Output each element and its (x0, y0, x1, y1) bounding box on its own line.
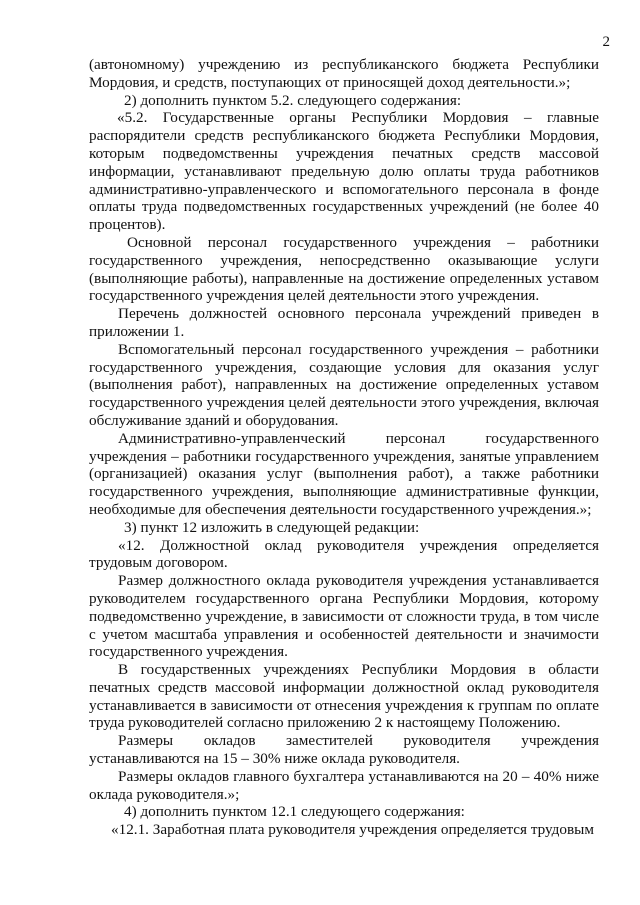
paragraph: 2) дополнить пунктом 5.2. следующего содержания: (124, 91, 462, 109)
paragraph: Перечень должностей основного персонала учреждений приведен в приложении 1. (89, 305, 599, 340)
paragraph: 3) пункт 12 изложить в следующей редакции: (124, 518, 420, 536)
paragraph: Размеры окладов главного бухгалтера устанавливаются на 20 – 40% ниже оклада руководителя.»; (89, 767, 599, 803)
paragraph: «5.2. Государственные органы Республики Мордовия – главные распорядители средств республиканского бюджета Республики Мордовия, которым подведомственны учреждения печатных средств массовой информации, устанавливают предельную долю оплаты труда работников административно-управленческого и вспомогательного персонала в фонде оплаты труда подведомственных государственных учреждений (не более 40 процентов). (89, 109, 599, 234)
paragraph: Вспомогательный персонал государственного учреждения – работники государственного учреждения, создающие условия для оказания услуг (выполнения работ), направленных на достижение определенных уставом государственного учреждения целей деятельности этого учреждения, включая обслуживание зданий и оборудования. (89, 340, 599, 429)
page-number: 2 (602, 34, 610, 50)
paragraph: «12.1. Заработная плата руководителя учреждения определяется трудовым (111, 821, 594, 839)
paragraph: Административно-управленческий персонал государственного учреждения – работники государственного учреждения, занятые управлением (организацией) оказания услуг (выполнения работ), а также работники государственного учреждения, выполняющие административные функции, необходимые для обеспечения деятельности государственного учреждения.»; (89, 429, 599, 518)
paragraph: Основной персонал государственного учреждения – работники государственного учреждения, непосредственно оказывающие услуги (выполняющие работы), направленные на достижение определенных уставом государственного учреждения целей деятельности этого учреждения. (89, 233, 599, 305)
paragraph: Размер должностного оклада руководителя учреждения устанавливается руководителем государственного органа Республики Мордовия, которому подведомственно учреждение, в зависимости от сложности труда, в том числе с учетом масштаба управления и особенностей деятельности и значимости государственного учреждения. (89, 572, 599, 661)
paragraph: 4) дополнить пунктом 12.1 следующего содержания: (124, 803, 465, 821)
document-body (89, 56, 599, 839)
paragraph: Размеры окладов заместителей руководителя учреждения устанавливаются на 15 – 30% ниже оклада руководителя. (89, 732, 599, 768)
paragraph: В государственных учреждениях Республики Мордовия в области печатных средств массовой информации должностной оклад руководителя устанавливается в зависимости от отнесения учреждения к группам по оплате труда руководителей согласно приложению 2 к настоящему Положению. (89, 661, 599, 732)
paragraph: (автономному) учреждению из республиканского бюджета Республики Мордовия, и средств, поступающих от приносящей доход деятельности.»; (89, 56, 599, 91)
paragraph: «12. Должностной оклад руководителя учреждения определяется трудовым договором. (89, 536, 599, 572)
